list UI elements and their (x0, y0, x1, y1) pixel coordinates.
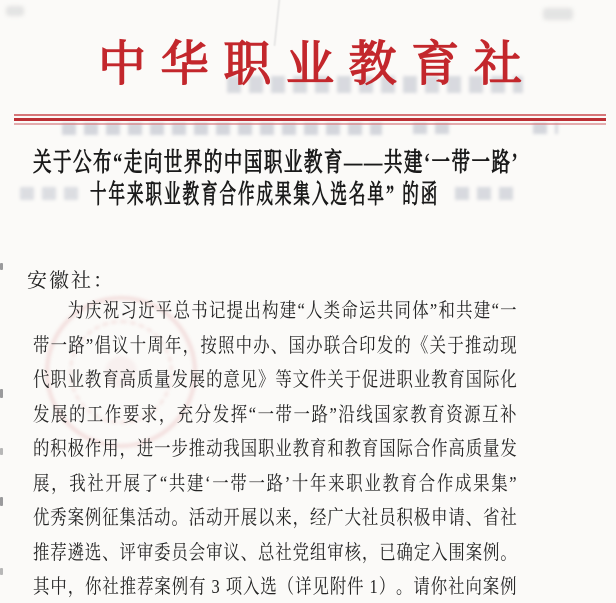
scan-smudge-artifact (543, 8, 573, 20)
body-paragraph-line: 展 ， 我 社 开 展 了 “ 共 建 ‘ 一 带 一 路 ’ 十 年 来 职 业 教 育 合 作 成 果 集 ” (33, 472, 517, 495)
scan-edge-mark (0, 568, 3, 575)
bleed-through-text-artifact (413, 123, 451, 134)
bleed-through-text-artifact (533, 123, 558, 134)
body-paragraph-line: 的 积 极 作 用 ， 进 一 步 推 动 我 国 职 业 教 育 和 教 育 国 际 合 作 高 质 量 发 (33, 438, 517, 460)
body-paragraph-line: 带 一 路 ” 倡 议 十 周 年 ， 按 照 中 办 、 国 办 联 合 印 发 的 《 关 于 推 动 现 (33, 334, 517, 357)
scan-edge-mark (0, 448, 3, 455)
body-paragraph-line: 发 展 的 工 作 要 求 ， 充 分 发 挥 “ 一 带 一 路 ” 沿 线 国 家 教 育 资 源 互 补 (33, 403, 517, 426)
document-title-line-1: 关 于 公 布 “ 走 向 世 界 的 中 国 职 业 教 育 — — 共 建 ‘ 一 带 一 路 ’ (33, 148, 518, 177)
scan-edge-mark (0, 389, 3, 398)
letterhead-org-name: 中 华 职 业 教 育 社 (98, 38, 522, 91)
scan-smudge-artifact (6, 6, 24, 16)
bleed-through-text-artifact (62, 123, 382, 135)
body-paragraph-line: 为 庆 祝 习 近 平 总 书 记 提 出 构 建 “ 人 类 命 运 共 同 体 ” 和 共 建 “ 一 (67, 300, 517, 322)
letterhead-divider-bottom-line (14, 123, 606, 125)
document-title-line-2: 十 年 来 职 业 教 育 合 作 成 果 集 入 选 名 单 ” 的 函 (90, 180, 438, 209)
scan-edge-mark (0, 497, 3, 506)
body-paragraph-line: 推 荐 遴 选 、 评 审 委 员 会 审 议 、 总 社 党 组 审 核 ， 已 确 定 入 围 案 例 。 (33, 541, 517, 564)
salutation: 安徽社： (27, 270, 115, 292)
scan-edge-mark (0, 263, 3, 270)
bleed-through-text-artifact (455, 187, 520, 200)
body-paragraph-line: 优 秀 案 例 征 集 活 动 。 活 动 开 展 以 来 ， 经 广 大 社 员 积 极 申 请 、 省 社 (33, 507, 517, 529)
body-paragraph-line: 代 职 业 教 育 高 质 量 发 展 的 意 见 》 等 文 件 关 于 促 进 职 业 教 育 国 际 化 (33, 369, 517, 391)
letterhead-divider-main-line (14, 118, 606, 121)
bleed-through-text-artifact (20, 187, 83, 200)
body-paragraph-line: 其 中 ， 你 社 推 荐 案 例 有 3 项 入 选 （ 详 见 附 件 1 ） 。 请 你 社 向 案 例 (33, 576, 517, 598)
letterhead-divider-top-line (14, 114, 606, 116)
